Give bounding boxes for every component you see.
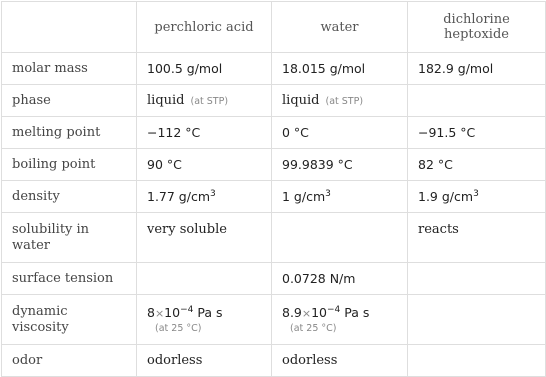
viscosity-perchloric-base: 10 [164,305,181,320]
cell-melting-point-dichlorine: −91.5 °C [408,117,546,149]
cell-solubility-perchloric: very soluble [137,213,272,263]
header-water: water [272,2,408,53]
cell-phase-perchloric [137,85,272,117]
phase-water-note: (at STP) [325,96,364,107]
density-water-exponent: 3 [325,188,331,199]
viscosity-perchloric-note: (at 25 °C) [155,323,202,334]
cell-viscosity-perchloric [137,295,272,345]
row-label-phase: phase [2,85,137,117]
header-dichlorine-heptoxide: dichlorine heptoxide [408,2,546,53]
properties-table [1,1,546,377]
header-row [2,2,546,53]
cell-surface-tension-dichlorine [408,263,546,295]
cell-boiling-point-dichlorine: 82 °C [408,149,546,181]
row-density [2,181,546,213]
cell-viscosity-dichlorine [408,295,546,345]
row-solubility [2,213,546,263]
row-label-boiling-point: boiling point [2,149,137,181]
row-label-odor: odor [2,345,137,377]
header-empty-cell [2,2,137,53]
viscosity-water-exponent: −4 [327,304,341,315]
cell-melting-point-perchloric: −112 °C [137,117,272,149]
viscosity-perchloric-mantissa: 8 [147,305,155,320]
row-label-solubility: solubility in water [2,213,137,263]
row-label-surface-tension: surface tension [2,263,137,295]
row-label-molar-mass: molar mass [2,53,137,85]
viscosity-perchloric-unit: Pa s [197,305,223,320]
density-water-value: 1 g/cm [282,189,326,204]
cell-density-water [272,181,408,213]
viscosity-perchloric-times: × [154,307,165,320]
cell-surface-tension-perchloric [137,263,272,295]
viscosity-water-mantissa: 8.9 [282,305,302,320]
cell-phase-water [272,85,408,117]
viscosity-water-unit: Pa s [344,305,370,320]
cell-phase-dichlorine [408,85,546,117]
viscosity-water-note: (at 25 °C) [290,323,337,334]
row-odor [2,345,546,377]
cell-density-perchloric [137,181,272,213]
cell-odor-dichlorine [408,345,546,377]
cell-density-dichlorine [408,181,546,213]
properties-table-wrapper [1,1,546,377]
phase-perchloric-value: liquid [147,93,185,108]
row-molar-mass [2,53,546,85]
viscosity-water-times: × [301,307,312,320]
row-label-density: density [2,181,137,213]
cell-solubility-dichlorine: reacts [408,213,546,263]
phase-water-value: liquid [282,93,320,108]
cell-odor-water: odorless [272,345,408,377]
row-phase [2,85,546,117]
cell-boiling-point-water: 99.9839 °C [272,149,408,181]
phase-perchloric-note: (at STP) [190,96,229,107]
cell-molar-mass-perchloric: 100.5 g/mol [137,53,272,85]
cell-molar-mass-dichlorine: 182.9 g/mol [408,53,546,85]
cell-surface-tension-water: 0.0728 N/m [272,263,408,295]
cell-solubility-water [272,213,408,263]
row-melting-point [2,117,546,149]
cell-molar-mass-water: 18.015 g/mol [272,53,408,85]
viscosity-water-base: 10 [311,305,328,320]
header-perchloric-acid: perchloric acid [137,2,272,53]
density-dichlorine-value: 1.9 g/cm [418,189,474,204]
cell-viscosity-water [272,295,408,345]
density-dichlorine-exponent: 3 [473,188,479,199]
row-viscosity [2,295,546,345]
cell-boiling-point-perchloric: 90 °C [137,149,272,181]
cell-melting-point-water: 0 °C [272,117,408,149]
row-label-melting-point: melting point [2,117,137,149]
row-label-viscosity: dynamic viscosity [2,295,137,345]
density-perchloric-exponent: 3 [210,188,216,199]
row-boiling-point [2,149,546,181]
density-perchloric-value: 1.77 g/cm [147,189,211,204]
viscosity-perchloric-exponent: −4 [180,304,194,315]
cell-odor-perchloric: odorless [137,345,272,377]
row-surface-tension [2,263,546,295]
